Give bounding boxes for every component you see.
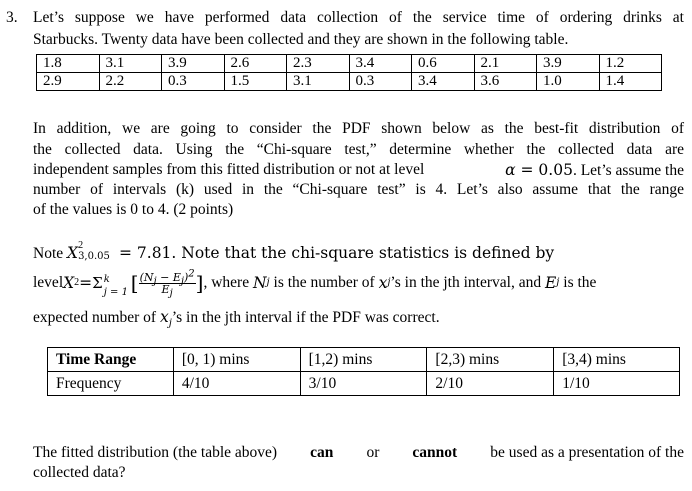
row-label-frequency: Frequency	[48, 372, 174, 396]
paragraph-line-5: of the values is 0 to 4. (2 points)	[33, 201, 234, 218]
data-cell: 3.1	[99, 55, 162, 73]
frac-num-end: )	[183, 270, 189, 284]
data-cell: 3.9	[537, 55, 600, 73]
line3-x: x	[159, 308, 169, 326]
closing-line-1	[33, 443, 684, 463]
closing-cannot: cannot	[412, 444, 458, 461]
header-interval-1-2: [1,2) mins	[300, 348, 427, 372]
fraction	[139, 267, 196, 299]
data-cell: 3.6	[474, 73, 537, 91]
frac-den: E	[161, 282, 170, 296]
paragraph-line-1: In addition, we are going to consider the PDF shown below as the best-fit distribution of	[33, 120, 684, 137]
data-cell: 3.4	[349, 55, 412, 73]
data-cell: 2.1	[474, 55, 537, 73]
data-cell: 1.8	[37, 55, 100, 73]
where-3: ’s in the jth interval, and	[390, 274, 545, 291]
alpha-expression	[505, 160, 684, 181]
chi-value: = 7.81. Note that the chi-square statistics is defined by	[114, 244, 555, 262]
header-time-range: Time Range	[48, 348, 174, 372]
where-4: is the	[559, 274, 597, 291]
frequency-table-row	[48, 372, 680, 396]
alpha-value: = 0.05	[515, 161, 573, 179]
paragraph-line-3	[33, 160, 684, 181]
sum-sup: k	[103, 274, 110, 285]
header-interval-0-1: [0, 1) mins	[173, 348, 300, 372]
question-number: 3.	[6, 9, 18, 26]
frac-num-mid: − E	[156, 270, 181, 284]
paragraph-line-3-tail: . Let’s assume the	[572, 162, 684, 179]
data-cell: 1.5	[224, 73, 287, 91]
header-interval-3-4: [3,4) mins	[554, 348, 680, 372]
data-cell: 1.2	[599, 55, 662, 73]
frequency-table-header-row	[48, 348, 680, 372]
sigma-symbol: Σ	[92, 274, 103, 292]
E-symbol: E	[544, 274, 557, 292]
x-symbol: x	[378, 274, 388, 292]
closing-a: The fitted distribution (the table above)	[33, 444, 278, 461]
closing-can: can	[310, 444, 334, 461]
data-cell: 1.4	[599, 73, 662, 91]
closing-b: be used as a presentation of the	[490, 444, 684, 461]
note-line-2: level X 2 = Σ k j = 1 [ $\frac{(N_j - E_j)^2}{E_j}$ ] , where N j is the number of x j ’s in the jth interval, and E j is the	[33, 268, 684, 298]
data-cell: 2.6	[224, 55, 287, 73]
closing-or: or	[366, 444, 380, 461]
note-prefix: Note	[33, 245, 68, 262]
question-intro-line-2: Starbucks. Twenty data have been collected and they are shown in the following table.	[33, 31, 569, 48]
data-cell: 2.2	[99, 73, 162, 91]
frequency-cell: 2/10	[427, 372, 554, 396]
header-interval-2-3: [2,3) mins	[427, 348, 554, 372]
paragraph-line-2: the collected data. Using the “Chi-square test,” determine whether the collected data are	[33, 141, 684, 158]
data-cell: 3.1	[287, 73, 350, 91]
data-cell: 2.3	[287, 55, 350, 73]
frequency-table	[47, 347, 680, 396]
data-table-row	[37, 55, 662, 73]
data-cell: 0.3	[162, 73, 225, 91]
where-1: , where	[203, 274, 253, 291]
question-intro-line-1: Let’s suppose we have performed data collection of the service time of ordering drinks at	[33, 9, 684, 26]
frac-num-sub: j	[153, 275, 157, 287]
data-cell: 1.0	[537, 73, 600, 91]
level-prefix: level	[33, 274, 64, 291]
frac-num: (N	[139, 270, 154, 284]
note-line-1: Note X 2 3,0.05 = 7.81. Note that the chi-square statistics is defined by	[33, 240, 555, 262]
frac-num-sup: 2	[188, 267, 195, 279]
data-cell: 0.3	[349, 73, 412, 91]
paragraph-line-4: number of intervals (k) used in the “Chi-square test” is 4. Let’s also assume that the range	[33, 181, 684, 198]
line3-a: expected number of	[33, 309, 160, 326]
paragraph-line-3-text: independent samples from this fitted distribution or not at level	[33, 161, 425, 178]
closing-line-2: collected data?	[33, 464, 126, 481]
data-table-row	[37, 73, 662, 91]
data-cell: 0.6	[412, 55, 475, 73]
fraction-denominator	[139, 282, 196, 299]
data-table	[36, 54, 662, 91]
chi2-symbol: X	[63, 274, 75, 292]
equals: =	[79, 274, 93, 292]
note-line-3	[33, 307, 440, 328]
frac-den-sub: j	[169, 287, 173, 299]
data-cell: 2.9	[37, 73, 100, 91]
alpha-symbol: α	[505, 161, 516, 179]
data-cell: 3.4	[412, 73, 475, 91]
where-2: is the number of	[269, 274, 379, 291]
N-symbol: N	[252, 274, 267, 292]
sum-sub: j = 1	[103, 287, 128, 298]
line3-x-sub: j	[168, 318, 172, 330]
frac-num-sub2: j	[180, 275, 184, 287]
left-bracket: [	[130, 271, 139, 295]
frequency-cell: 1/10	[554, 372, 680, 396]
line3-b: ’s in the jth interval if the PDF was correct.	[171, 309, 440, 326]
data-cell: 3.9	[162, 55, 225, 73]
chi-symbol: X	[67, 244, 79, 262]
right-bracket: ]	[195, 271, 204, 295]
frequency-cell: 3/10	[300, 372, 427, 396]
frequency-cell: 4/10	[173, 372, 300, 396]
